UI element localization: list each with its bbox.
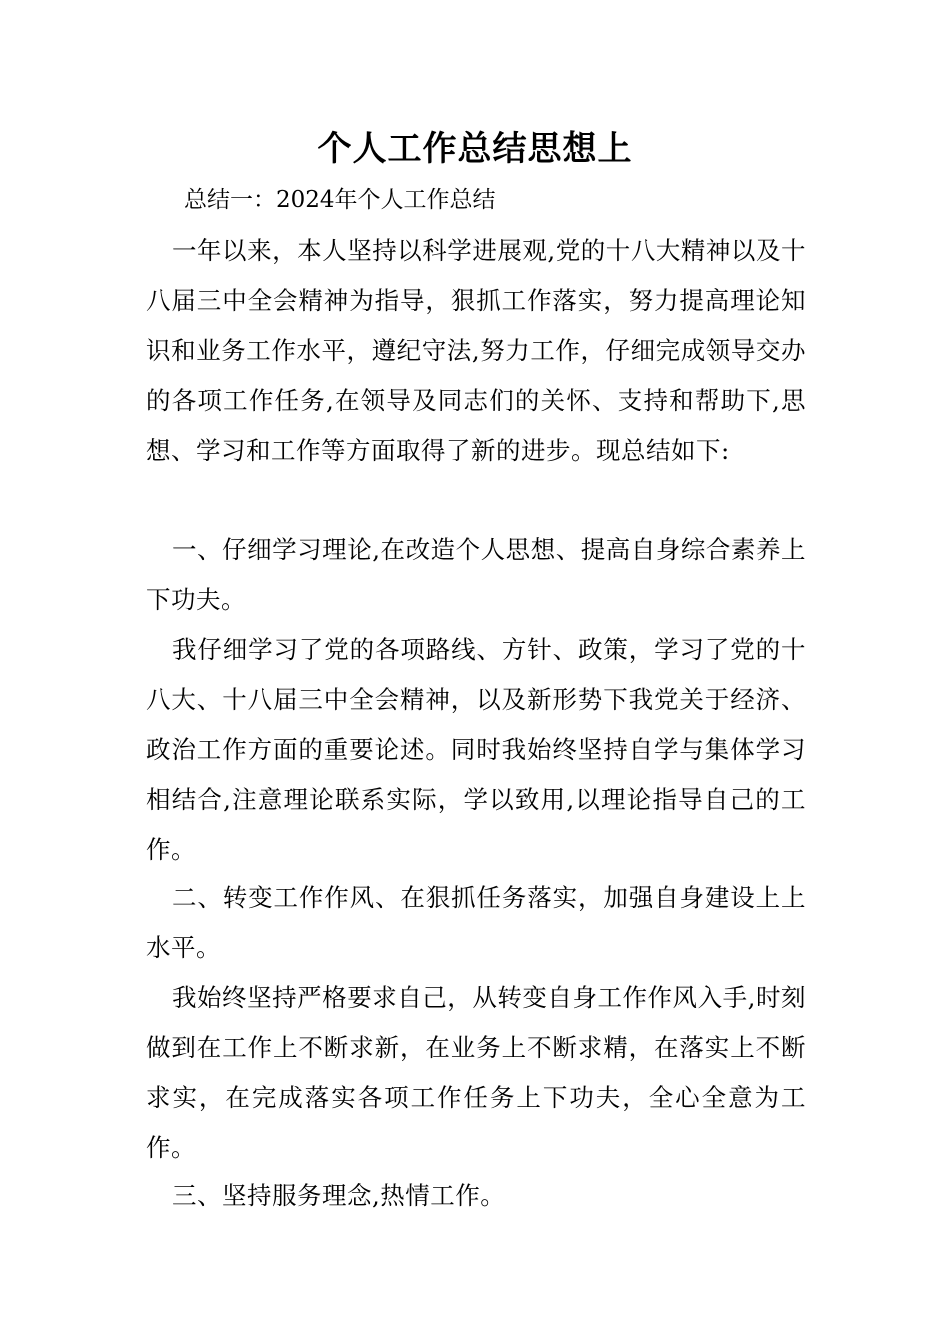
- document-subtitle: 总结一：2024年个人工作总结: [184, 187, 496, 213]
- paragraph-heading-2: 二、转变工作作风、在狠抓任务落实，加强自身建设上上水平。: [146, 883, 806, 962]
- paragraph-heading-3: 三、坚持服务理念,热情工作。: [172, 1181, 506, 1210]
- paragraph-heading-1: 一、仔细学习理论,在改造个人思想、提高自身综合素养上下功夫。: [146, 535, 806, 614]
- document-title: 个人工作总结思想上: [317, 129, 633, 169]
- paragraph-body-1: 我仔细学习了党的各项路线、方针、政策，学习了党的十八大、十八届三中全会精神，以及新形势下我党关于经济、政治工作方面的重要论述。同时我始终坚持自学与集体学习相结合,注意理论联系实际，学以致用,以理论指导自己的工作。: [146, 635, 806, 864]
- paragraph-intro: 一年以来，本人坚持以科学进展观,党的十八大精神以及十八届三中全会精神为指导，狠抓工作落实，努力提高理论知识和业务工作水平，遵纪守法,努力工作，仔细完成领导交办的各项工作任务,在领导及同志们的关怀、支持和帮助下,思想、学习和工作等方面取得了新的进步。现总结如下:: [146, 236, 806, 465]
- paragraph-body-2: 我始终坚持严格要求自己，从转变自身工作作风入手,时刻做到在工作上不断求新，在业务上不断求精，在落实上不断求实，在完成落实各项工作任务上下功夫，全心全意为工作。: [146, 983, 806, 1162]
